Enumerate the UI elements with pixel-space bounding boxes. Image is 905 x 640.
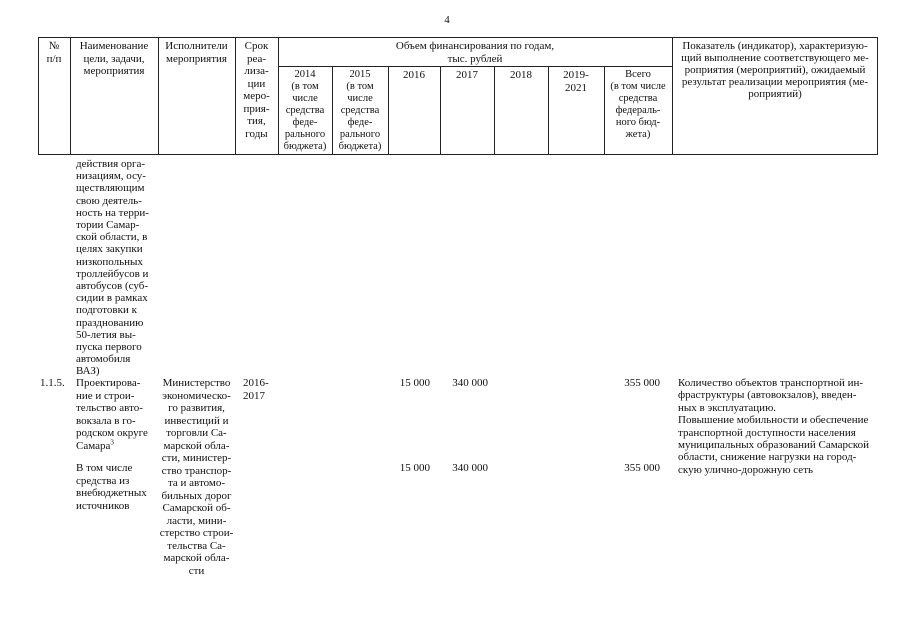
- header-executors: Исполнители мероприятия: [165, 40, 228, 65]
- row-term: 2016- 2017: [243, 377, 269, 402]
- row-indicator: Количество объектов транспортной ин- фраструктуры (автовокзалов), введен- ных в эксплуатацию. Повышение мобильности и обеспечение транспортной доступности населения муниципальных образований Самарской области, снижение нагрузки на город- скую улично-дорожную сеть: [678, 377, 870, 476]
- table-right-border: [877, 37, 878, 155]
- header-year-2015: 2015 (в том числе средства феде- рального бюджета): [338, 69, 382, 152]
- header-funding: Объем финансирования по годам, тыс. рублей: [395, 40, 555, 65]
- row-executors: Министерство экономическо- го развития, инвестиций и торговли Са- марской обла- сти, министер- ство транспор- та и автомо- бильных дорог Самарской об- ласти, мини- стерство строи- тельства Са- марской обла- сти: [159, 377, 234, 577]
- continued-row-name: действия орга- низациям, осу- ществляющим свою деятель- ность на терри- тории Самар- ской области, в целях закупки низкопольных троллейбусов и автобусов (суб- сидии в рамках подготовки к празднованию 50-летия вы- пуска первого автомобиля ВАЗ): [76, 158, 149, 378]
- subrow-value-2016: 15 000: [399, 462, 430, 474]
- header-indicator: Показатель (индикатор), характеризую- щий выполнение соответствующего ме- роприятия (мероприятий), ожидаемый результат реализации мероприятия (ме- роприятий): [681, 40, 869, 100]
- header-year-2017: 2017: [456, 69, 478, 81]
- row-name-footnote: 3: [110, 437, 114, 446]
- header-year-2018: 2018: [510, 69, 532, 81]
- row-name-text: Проектирова- ние и строи- тельство авто- вокзала в го- родском округе Самара: [76, 377, 148, 452]
- row-value-2016: 15 000: [399, 377, 430, 389]
- subrow-value-total: 355 000: [624, 462, 660, 474]
- header-bottom-border: [38, 154, 878, 155]
- header-total: Всего (в том числе средства федераль- ного бюд- жета): [610, 69, 666, 140]
- table-top-border: [38, 37, 878, 38]
- header-name: Наименование цели, задачи, мероприятия: [79, 40, 149, 77]
- funding-subheader-line: [278, 66, 672, 67]
- page-number: 4: [444, 14, 450, 26]
- header-year-2014: 2014 (в том числе средства феде- рального бюджета): [283, 69, 327, 152]
- col-divider-total: [672, 37, 673, 155]
- header-no: № п/п: [46, 40, 62, 65]
- subrow-label: В том числе средства из внебюджетных источников: [76, 462, 147, 512]
- row-number: 1.1.5.: [40, 377, 65, 389]
- row-value-total: 355 000: [624, 377, 660, 389]
- subrow-value-2017: 340 000: [452, 462, 488, 474]
- row-name: [76, 377, 158, 452]
- header-term: Срок реа- лиза- ции меро- прия- тия, годы: [243, 40, 270, 140]
- header-year-2016: 2016: [403, 69, 425, 81]
- row-value-2017: 340 000: [452, 377, 488, 389]
- header-year-2019-2021: 2019- 2021: [563, 69, 589, 94]
